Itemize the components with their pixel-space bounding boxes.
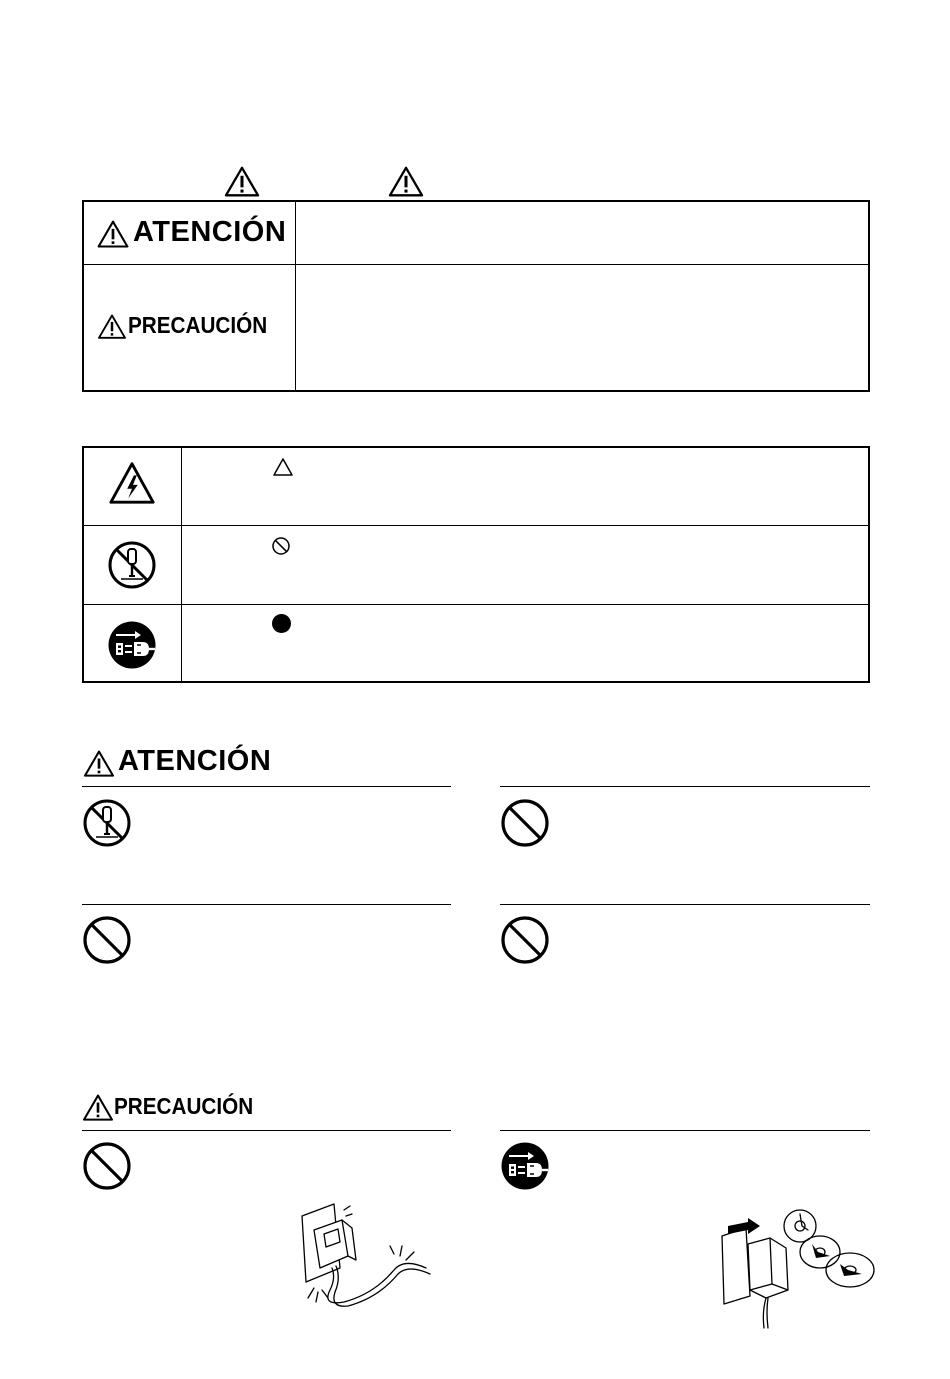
no-disassembly-icon: [107, 540, 157, 590]
prohibition-circle-icon: [271, 536, 291, 556]
warning-label: ATENCIÓN: [133, 216, 287, 248]
caution-section-heading: PRECAUCIÓN: [114, 1093, 254, 1119]
caution-label: PRECAUCIÓN: [128, 312, 268, 338]
prohibition-icon: [82, 915, 132, 965]
unplug-icon: [107, 620, 157, 670]
adapter-damaged-cord-illustration: [294, 1198, 444, 1328]
no-disassembly-icon: [82, 798, 132, 848]
prohibition-icon: [82, 1141, 132, 1191]
warning-triangle-icon: [97, 314, 127, 340]
unplug-icon: [500, 1141, 550, 1191]
warning-triangle-icon: [83, 750, 115, 778]
triangle-outline-icon: [272, 457, 294, 477]
warning-section-heading: ATENCIÓN: [118, 745, 272, 777]
prohibition-icon: [500, 915, 550, 965]
warning-triangle-icon: [388, 166, 424, 198]
warning-triangle-icon: [224, 166, 260, 198]
electric-shock-icon: [108, 460, 156, 506]
prohibition-icon: [500, 798, 550, 848]
filled-circle-icon: [271, 613, 292, 634]
symbols-table: [82, 446, 870, 683]
warning-triangle-icon: [97, 220, 129, 249]
warning-triangle-icon: [82, 1094, 114, 1122]
adapter-unplug-discs-illustration: [712, 1208, 887, 1333]
